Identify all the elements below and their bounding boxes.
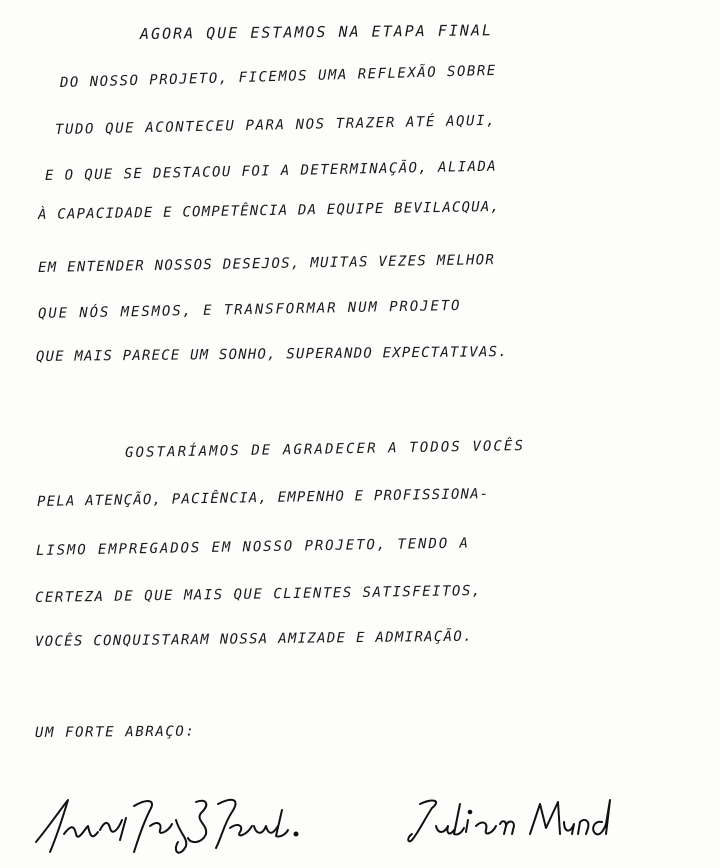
letter-line: LISMO EMPREGADOS EM NOSSO PROJETO, TENDO A [35, 535, 470, 559]
letter-line: GOSTARÍAMOS DE AGRADECER A TODOS VOCÊS [124, 438, 526, 461]
letter-line: CERTEZA DE QUE MAIS QUE CLIENTES SATISFEITOS, [34, 582, 482, 606]
signature-right-image [402, 790, 632, 850]
closing-line: UM FORTE ABRAÇO: [34, 723, 196, 741]
letter-line: AGORA QUE ESTAMOS NA ETAPA FINAL [139, 21, 494, 43]
letter-line: PELA ATENÇÃO, PACIÊNCIA, EMPENHO E PROFISSIONA- [36, 486, 490, 510]
letter-line: VOCÊS CONQUISTARAM NOSSA AMIZADE E ADMIRAÇÃO. [34, 628, 473, 650]
signature-left-image [30, 790, 320, 860]
signature-left [30, 790, 320, 860]
letter-line: QUE NÓS MESMOS, E TRANSFORMAR NUM PROJETO [37, 297, 462, 322]
letter-line: EM ENTENDER NOSSOS DESEJOS, MUITAS VEZES MELHOR [37, 252, 496, 276]
letter-line: DO NOSSO PROJETO, FICEMOS UMA REFLEXÃO SOBRE [59, 62, 497, 91]
signature-right [402, 790, 632, 850]
letter-line: E O QUE SE DESTACOU FOI A DETERMINAÇÃO, ALIADA [44, 158, 498, 184]
letter-line: TUDO QUE ACONTECEU PARA NOS TRAZER ATÉ AQUI, [54, 112, 497, 138]
letter-line: À CAPACIDADE E COMPETÊNCIA DA EQUIPE BEVILACQUA, [37, 198, 501, 223]
letter-line: QUE MAIS PARECE UM SONHO, SUPERANDO EXPECTATIVAS. [35, 344, 508, 365]
